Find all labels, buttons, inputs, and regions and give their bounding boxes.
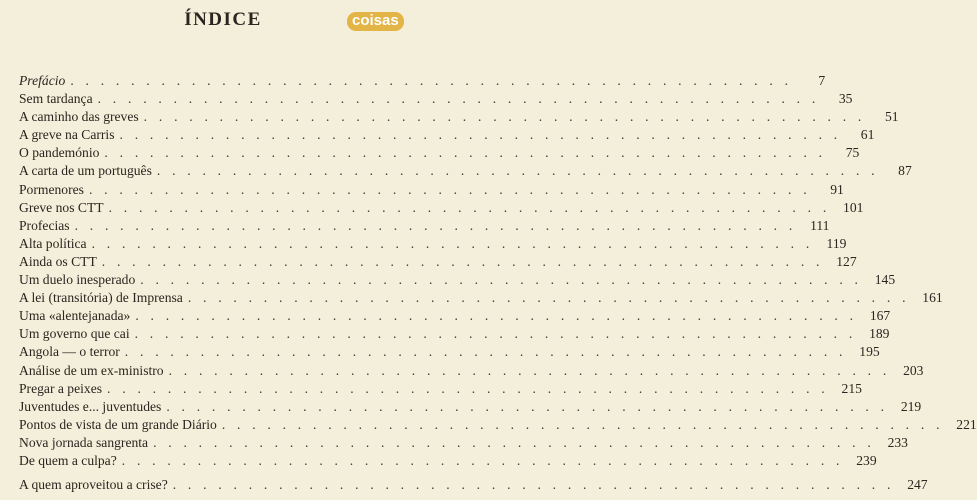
toc-entry-title: O pandemónio bbox=[19, 145, 100, 161]
toc-entry bbox=[19, 452, 877, 470]
dot-leader: . . . . . . . . . . . . . . . . . . . . . . . . . . . . . . . . . . . . . . . . . . . . . . . . bbox=[74, 217, 797, 233]
toc-entry-title: De quem a culpa? bbox=[19, 452, 117, 468]
toc-entry-title: A quem aproveitou a crise? bbox=[19, 477, 168, 493]
toc-entry-page: 219 bbox=[900, 398, 922, 414]
toc-entry bbox=[19, 398, 922, 416]
toc-entry bbox=[19, 271, 896, 289]
dot-leader: . . . . . . . . . . . . . . . . . . . . . . . . . . . . . . . . . . . . . . . . . . . . . . . . bbox=[124, 344, 847, 360]
toc-entry-page: 35 bbox=[838, 91, 853, 107]
toc-entry-page: 161 bbox=[922, 290, 943, 306]
toc-entry-title: Sem tardança bbox=[19, 91, 93, 107]
toc-entry-title: Ainda os CTT bbox=[19, 253, 97, 269]
toc-entry bbox=[19, 476, 928, 494]
toc-entry-page: 167 bbox=[869, 308, 891, 324]
toc-entry-title: Juventudes e... juventudes bbox=[19, 398, 162, 414]
dot-leader: . . . . . . . . . . . . . . . . . . . . . . . . . . . . . . . . . . . . . . . . . . . . . . . . bbox=[70, 73, 793, 88]
toc-entry bbox=[19, 144, 860, 162]
toc-entry bbox=[19, 199, 864, 217]
dot-leader: . . . . . . . . . . . . . . . . . . . . . . . . . . . . . . . . . . . . . . . . . . . . . . . . bbox=[156, 163, 879, 179]
dot-leader: . . . . . . . . . . . . . . . . . . . . . . . . . . . . . . . . . . . . . . . . . . . . . . . . bbox=[104, 145, 827, 161]
toc-entry-title: Uma «alentejanada» bbox=[19, 308, 131, 324]
toc-entry-title: Greve nos CTT bbox=[19, 199, 104, 215]
dot-leader: . . . . . . . . . . . . . . . . . . . . . . . . . . . . . . . . . . . . . . . . . . . . . . . . bbox=[134, 326, 857, 342]
toc-entry bbox=[19, 235, 847, 253]
dot-leader: . . . . . . . . . . . . . . . . . . . . . . . . . . . . . . . . . . . . . . . . . . . . . . . . bbox=[108, 199, 831, 215]
toc-entry bbox=[19, 126, 875, 144]
toc-entry-page: 203 bbox=[903, 362, 924, 378]
toc-entry-title: A carta de um português bbox=[19, 163, 152, 179]
toc-entry-title: A lei (transitória) de Imprensa bbox=[19, 290, 183, 306]
dot-leader: . . . . . . . . . . . . . . . . . . . . . . . . . . . . . . . . . . . . . . . . . . . . . . . . bbox=[107, 380, 829, 396]
toc-entry-title: Pontos de vista de um grande Diário bbox=[19, 416, 217, 432]
toc-entry-page: 247 bbox=[907, 477, 928, 493]
toc-entry-page: 111 bbox=[810, 217, 830, 233]
toc-entry-page: 101 bbox=[843, 199, 864, 215]
toc-entry-page: 233 bbox=[887, 434, 908, 450]
toc-entry-title: Alta política bbox=[19, 235, 87, 251]
toc-entry-page: 7 bbox=[818, 73, 826, 88]
toc-entry-title: Um governo que cai bbox=[19, 326, 130, 342]
toc-entry bbox=[19, 289, 943, 307]
toc-entry bbox=[19, 90, 853, 108]
toc-entry-page: 119 bbox=[826, 235, 847, 251]
toc-entry bbox=[19, 307, 891, 325]
toc-entry-page: 87 bbox=[898, 163, 912, 179]
toc-entry-page: 189 bbox=[869, 326, 890, 342]
toc-entry-page: 215 bbox=[841, 380, 862, 396]
dot-leader: . . . . . . . . . . . . . . . . . . . . . . . . . . . . . . . . . . . . . . . . . . . . . . . . bbox=[121, 452, 844, 468]
toc-entry-title: Pregar a peixes bbox=[19, 380, 103, 396]
toc-entry bbox=[19, 108, 899, 126]
toc-entry-title: A caminho das greves bbox=[19, 109, 139, 125]
dot-leader: . . . . . . . . . . . . . . . . . . . . . . . . . . . . . . . . . . . . . . . . . . . . . . . . bbox=[101, 253, 824, 269]
toc-entry bbox=[19, 325, 890, 343]
dot-leader: . . . . . . . . . . . . . . . . . . . . . . . . . . . . . . . . . . . . . . . . . . . . . . . . bbox=[143, 109, 866, 125]
dot-leader: . . . . . . . . . . . . . . . . . . . . . . . . . . . . . . . . . . . . . . . . . . . . . . . . bbox=[91, 235, 814, 251]
toc-entry-page: 195 bbox=[859, 344, 880, 360]
dot-leader: . . . . . . . . . . . . . . . . . . . . . . . . . . . . . . . . . . . . . . . . . . . . . . . . bbox=[140, 272, 863, 288]
toc-entry bbox=[19, 162, 912, 180]
toc-entry-title: Profecias bbox=[19, 217, 70, 233]
toc-entry-page: 61 bbox=[860, 127, 875, 143]
dot-leader: . . . . . . . . . . . . . . . . . . . . . . . . . . . . . . . . . . . . . . . . . . . . . . . . bbox=[135, 308, 858, 324]
toc-entry-page: 75 bbox=[845, 145, 860, 161]
toc-entry bbox=[19, 343, 880, 361]
toc-entry bbox=[19, 380, 862, 398]
toc-entry bbox=[19, 434, 908, 452]
dot-leader: . . . . . . . . . . . . . . . . . . . . . . . . . . . . . . . . . . . . . . . . . . . . . . . . bbox=[168, 362, 891, 378]
toc-entry-title: A greve na Carris bbox=[19, 127, 115, 143]
toc-entry bbox=[19, 362, 924, 380]
dot-leader: . . . . . . . . . . . . . . . . . . . . . . . . . . . . . . . . . . . . . . . . . . . . . . . . bbox=[88, 181, 811, 197]
toc-entry-title: Análise de um ex-ministro bbox=[19, 362, 164, 378]
toc-entry-page: 239 bbox=[856, 452, 877, 468]
dot-leader: . . . . . . . . . . . . . . . . . . . . . . . . . . . . . . . . . . . . . . . . . . . . . . . . bbox=[166, 398, 889, 414]
dot-leader: . . . . . . . . . . . . . . . . . . . . . . . . . . . . . . . . . . . . . . . . . . . . . . . . bbox=[172, 477, 895, 493]
toc-entry-title: Um duelo inesperado bbox=[19, 272, 136, 288]
dot-leader: . . . . . . . . . . . . . . . . . . . . . . . . . . . . . . . . . . . . . . . . . . . . . . . . bbox=[187, 290, 910, 306]
toc-entry bbox=[19, 416, 977, 434]
toc-entry-title: Nova jornada sangrenta bbox=[19, 434, 149, 450]
coisas-logo-badge: coisas bbox=[347, 12, 404, 31]
table-of-contents bbox=[19, 72, 977, 494]
dot-leader: . . . . . . . . . . . . . . . . . . . . . . . . . . . . . . . . . . . . . . . . . . . . . . . . bbox=[119, 127, 842, 143]
toc-entry-page: 221 bbox=[956, 416, 977, 432]
toc-entry-page: 127 bbox=[836, 253, 857, 269]
toc-entry bbox=[19, 217, 830, 235]
toc-entry bbox=[19, 181, 844, 199]
toc-entry bbox=[19, 253, 857, 271]
dot-leader: . . . . . . . . . . . . . . . . . . . . . . . . . . . . . . . . . . . . . . . . . . . . . . . . bbox=[221, 416, 944, 432]
toc-entry-title: Angola — o terror bbox=[19, 344, 120, 360]
toc-entry bbox=[19, 72, 826, 90]
toc-entry-title: Pormenores bbox=[19, 181, 84, 197]
toc-entry-page: 145 bbox=[874, 272, 896, 288]
dot-leader: . . . . . . . . . . . . . . . . . . . . . . . . . . . . . . . . . . . . . . . . . . . . . . . . bbox=[97, 91, 820, 107]
dot-leader: . . . . . . . . . . . . . . . . . . . . . . . . . . . . . . . . . . . . . . . . . . . . . . . . bbox=[153, 434, 875, 450]
toc-entry-page: 51 bbox=[884, 109, 899, 125]
toc-entry-page: 91 bbox=[830, 181, 844, 197]
page-title: ÍNDICE bbox=[184, 9, 262, 30]
toc-entry-title: Prefácio bbox=[19, 73, 66, 88]
